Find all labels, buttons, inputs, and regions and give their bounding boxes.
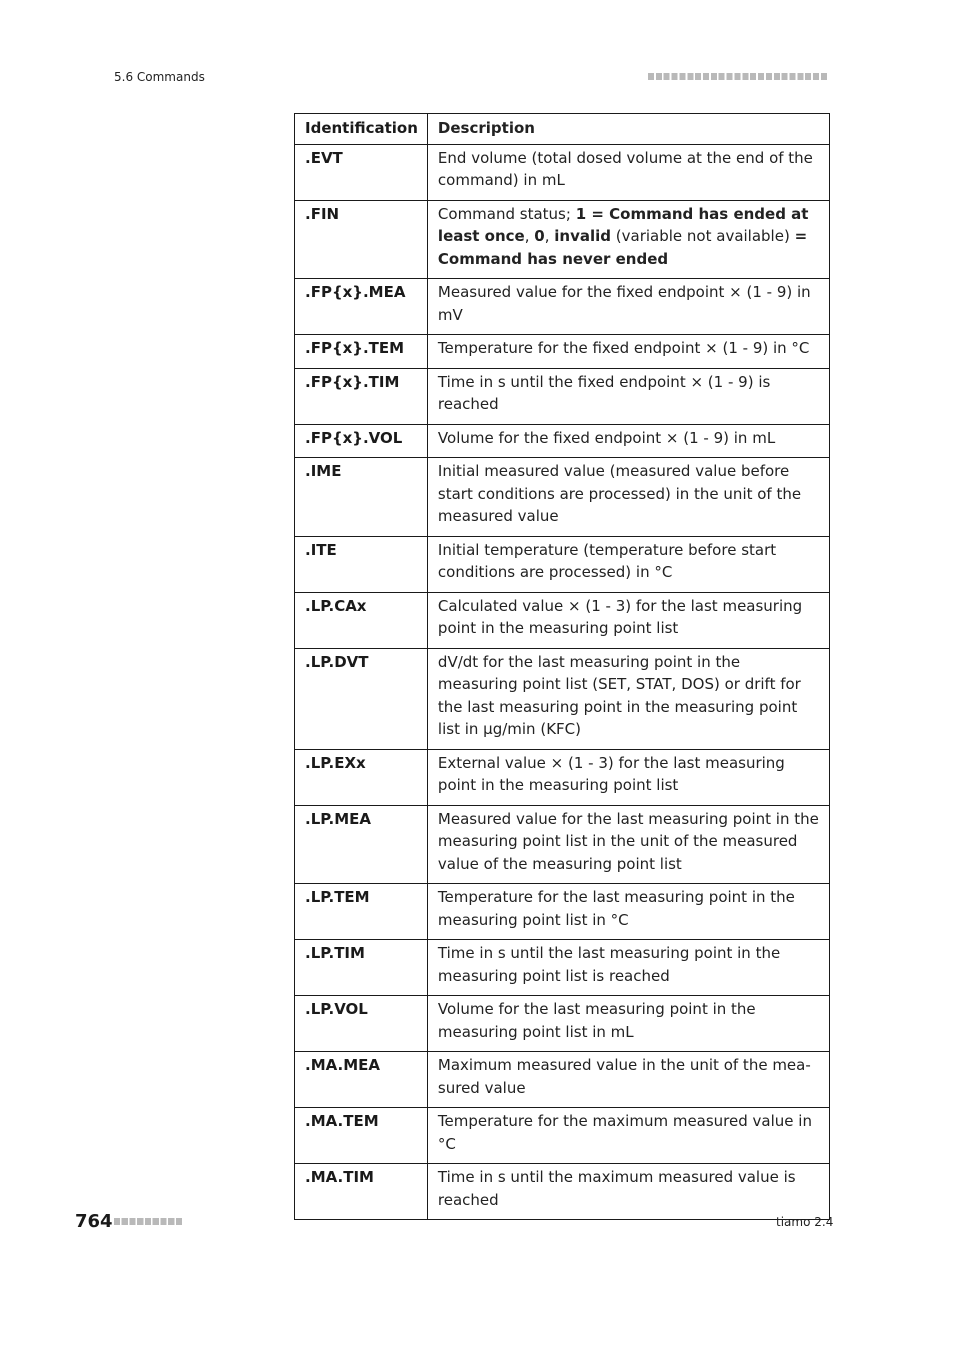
- identification-cell: .FP{x}.TEM: [295, 335, 428, 369]
- description-text: (variable not available): [611, 227, 795, 245]
- description-emphasis: 1 = Command has ended at least once: [437, 204, 809, 245]
- table-row: [295, 144, 830, 200]
- description-text: ,: [524, 227, 535, 245]
- table-row: [295, 805, 830, 884]
- identification-cell: .LP.DVT: [295, 648, 428, 749]
- table-row: [295, 536, 830, 592]
- command-variables-table: [294, 113, 830, 1220]
- identification-cell: .MA.TEM: [295, 1108, 428, 1164]
- description-cell: Measured value for the last measuring point in the measuring point list in the unit of the measured value of the measuring point list: [427, 805, 829, 884]
- page-number: 764: [75, 1211, 113, 1232]
- table-row: [295, 996, 830, 1052]
- description-emphasis: = Command has never ended: [437, 227, 808, 268]
- description-cell: Time in s until the last measuring point in the measuring point list is reached: [427, 940, 829, 996]
- description-cell: Volume for the fixed endpoint × (1 - 9) in mL: [427, 424, 829, 458]
- table-row: [295, 458, 830, 537]
- description-cell: Initial temperature (temperature before start conditions are processed) in °C: [427, 536, 829, 592]
- table-row: [295, 648, 830, 749]
- description-cell: External value × (1 - 3) for the last measuring point in the measuring point list: [427, 749, 829, 805]
- description-cell: dV/dt for the last measuring point in the measuring point list (SET, STAT, DOS) or drift for the last measuring point in the measuring point list in µg/min (KFC): [427, 648, 829, 749]
- table-row: [295, 592, 830, 648]
- identification-cell: .FP{x}.MEA: [295, 279, 428, 335]
- description-cell: Calculated value × (1 - 3) for the last measuring point in the measuring point list: [427, 592, 829, 648]
- identification-cell: .EVT: [295, 144, 428, 200]
- identification-cell: .FP{x}.TIM: [295, 368, 428, 424]
- table-header-row: [295, 114, 830, 145]
- identification-cell: .LP.VOL: [295, 996, 428, 1052]
- running-header-section: 5.6 Commands: [114, 70, 205, 84]
- identification-cell: .LP.TEM: [295, 884, 428, 940]
- description-emphasis: 0: [534, 227, 545, 245]
- identification-cell: .LP.MEA: [295, 805, 428, 884]
- product-name: tiamo 2.4: [776, 1215, 834, 1229]
- table-row: [295, 1108, 830, 1164]
- table-row: [295, 335, 830, 369]
- description-cell: Maximum measured value in the unit of the measured value: [427, 1052, 829, 1108]
- identification-cell: .LP.EXx: [295, 749, 428, 805]
- table-row: [295, 279, 830, 335]
- table-row: [295, 1164, 830, 1220]
- identification-cell: .IME: [295, 458, 428, 537]
- footer-decorative-dots: [114, 1218, 182, 1225]
- column-header-description: Description: [427, 114, 829, 145]
- table-row: [295, 749, 830, 805]
- table-row: [295, 884, 830, 940]
- description-cell: Temperature for the fixed endpoint × (1 - 9) in °C: [427, 335, 829, 369]
- description-cell: [427, 200, 829, 279]
- table-row: [295, 368, 830, 424]
- description-cell: Temperature for the maximum measured value in °C: [427, 1108, 829, 1164]
- description-cell: Initial measured value (measured value before start conditions are processed) in the unit of the measured value: [427, 458, 829, 537]
- table-row: [295, 200, 830, 279]
- description-text: Command status;: [437, 204, 576, 223]
- header-decorative-dots: [648, 73, 829, 80]
- identification-cell: .MA.MEA: [295, 1052, 428, 1108]
- description-cell: End volume (total dosed volume at the end of the command) in mL: [427, 144, 829, 200]
- identification-cell: .ITE: [295, 536, 428, 592]
- identification-cell: .FP{x}.VOL: [295, 424, 428, 458]
- identification-cell: .LP.CAx: [295, 592, 428, 648]
- description-cell: Time in s until the fixed endpoint × (1 - 9) is reached: [427, 368, 829, 424]
- table-row: [295, 424, 830, 458]
- description-cell: Temperature for the last measuring point in the measuring point list in °C: [427, 884, 829, 940]
- description-emphasis: invalid: [554, 227, 612, 245]
- identification-cell: .LP.TIM: [295, 940, 428, 996]
- identification-cell: .MA.TIM: [295, 1164, 428, 1220]
- table-row: [295, 940, 830, 996]
- description-text: ,: [544, 227, 555, 245]
- column-header-identification: Identification: [295, 114, 428, 145]
- description-cell: Time in s until the maximum measured value is reached: [427, 1164, 829, 1220]
- description-cell: Measured value for the fixed endpoint × (1 - 9) in mV: [427, 279, 829, 335]
- description-cell: Volume for the last measuring point in the measuring point list in mL: [427, 996, 829, 1052]
- identification-cell: .FIN: [295, 200, 428, 279]
- table-row: [295, 1052, 830, 1108]
